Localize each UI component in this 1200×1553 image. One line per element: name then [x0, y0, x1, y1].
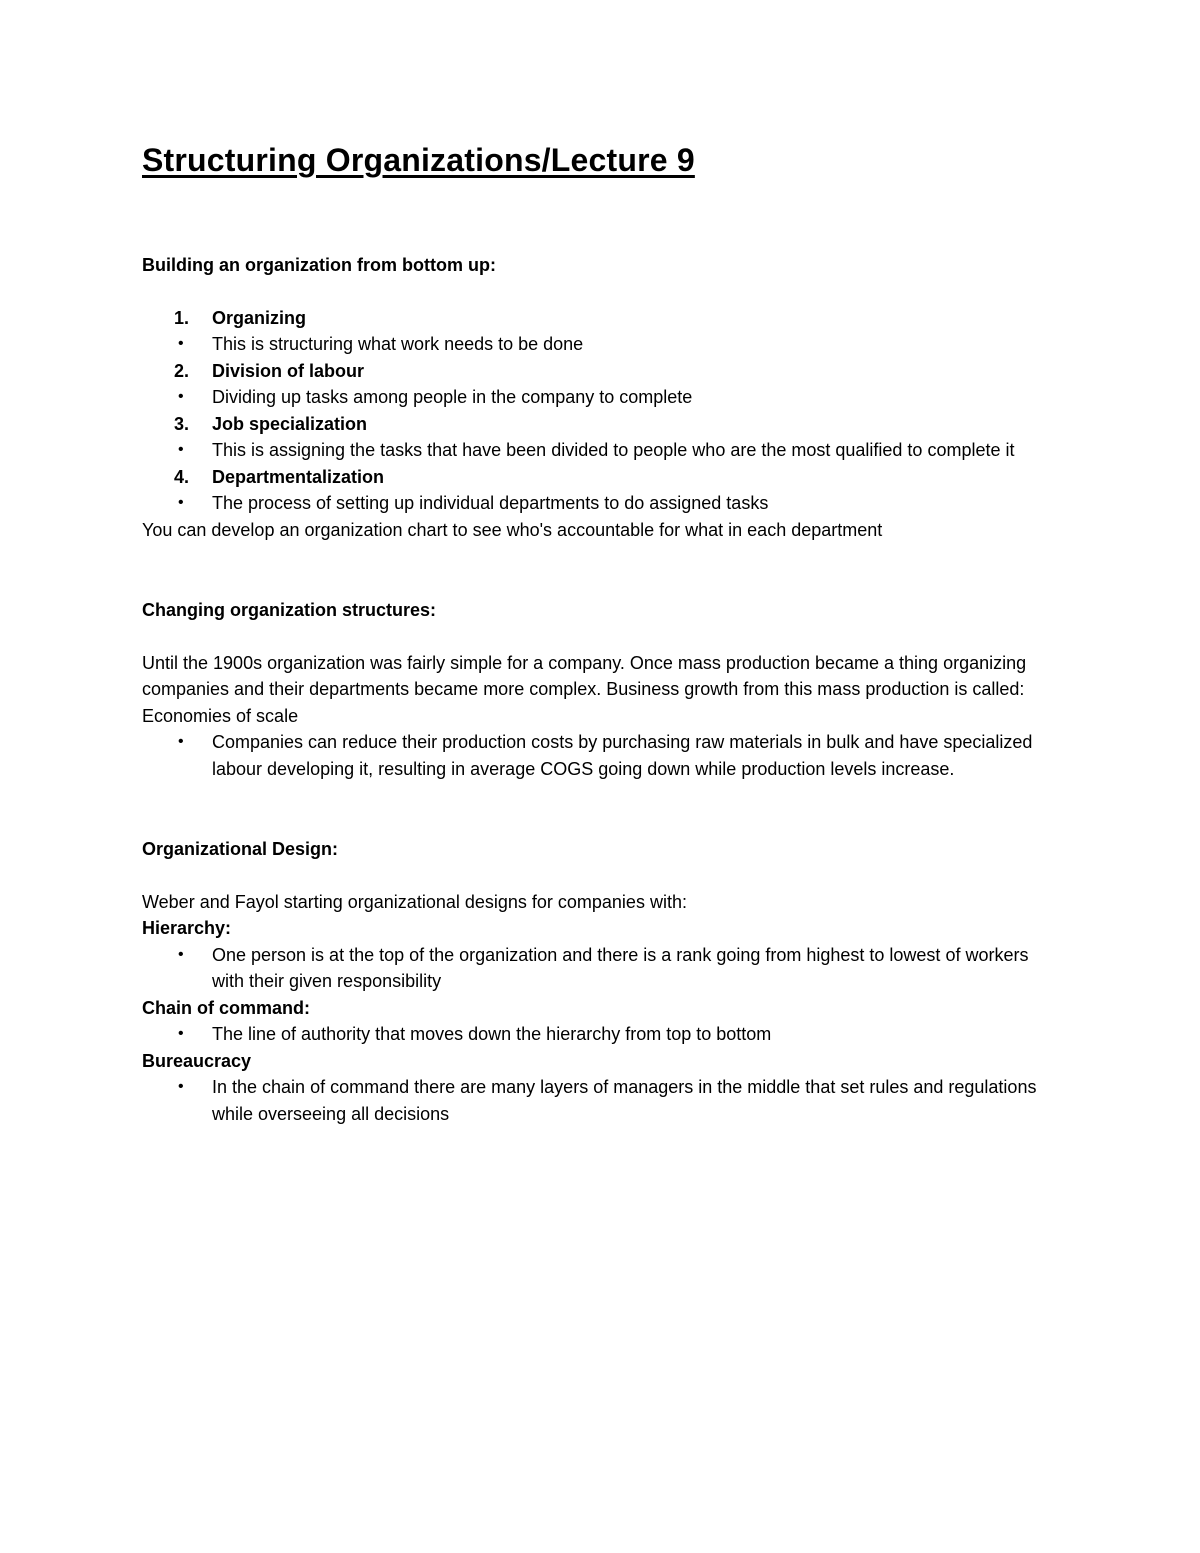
- document-body: [142, 140, 1062, 1127]
- paragraph: Until the 1900s organization was fairly simple for a company. Once mass production became a thing organizing companies and their departments became more complex. Business growth from this mass production is called:: [142, 652, 1027, 699]
- bullet-text: Dividing up tasks among people in the company to complete: [212, 387, 693, 407]
- bullet-item: [142, 331, 1062, 358]
- section-heading: Building an organization from bottom up:: [142, 255, 496, 275]
- bullet-icon: •: [178, 1078, 184, 1095]
- bullet-icon: •: [178, 945, 184, 963]
- bullet-icon: •: [178, 388, 184, 405]
- list-item-label: Job specialization: [212, 413, 368, 434]
- bullet-text: This is assigning the tasks that have been divided to people who are the most qualified to complete it: [212, 440, 1015, 460]
- list-item: [142, 305, 1062, 332]
- bullet-text: The process of setting up individual departments to do assigned tasks: [212, 493, 769, 513]
- list-item-label: Departmentalization: [212, 466, 385, 487]
- bullet-icon: •: [178, 494, 184, 511]
- bullet-icon: •: [178, 441, 184, 458]
- bullet-text: Companies can reduce their production costs by purchasing raw materials in bulk and have specialized labour developing it, resulting in average COGS going down while production levels increase.: [212, 732, 1033, 779]
- section-heading: Changing organization structures:: [142, 600, 437, 620]
- bullet-text: This is structuring what work needs to be done: [212, 334, 584, 354]
- list-item-label: Division of labour: [212, 360, 365, 381]
- bullet-text: In the chain of command there are many layers of managers in the middle that set rules and regulations while overseeing all decisions: [212, 1077, 1037, 1124]
- bullet-item: [142, 729, 1062, 782]
- paragraph: Weber and Fayol starting organizational designs for companies with:: [142, 891, 687, 912]
- list-item: [142, 411, 1062, 438]
- list-number: 3.: [174, 413, 190, 434]
- section-heading: Organizational Design:: [142, 839, 339, 859]
- list-item: [142, 358, 1062, 385]
- bullet-icon: •: [178, 733, 184, 750]
- bullet-item: [142, 490, 1062, 517]
- bullet-text: The line of authority that moves down the hierarchy from top to bottom: [212, 1024, 772, 1044]
- bullet-item: [142, 437, 1062, 464]
- list-item: [142, 464, 1062, 491]
- bullet-text: One person is at the top of the organization and there is a rank going from highest to lowest of workers with their given responsibility: [212, 944, 1029, 991]
- list-number: 1.: [174, 307, 190, 328]
- section-footer-text: You can develop an organization chart to see who's accountable for what in each department: [142, 519, 883, 540]
- term-label: Chain of command:: [142, 997, 311, 1018]
- term-label: Economies of scale: [142, 705, 299, 726]
- bullet-item: [142, 1074, 1062, 1127]
- term-label: Hierarchy:: [142, 918, 232, 938]
- bullet-icon: •: [178, 335, 184, 352]
- bullet-item: [142, 942, 1062, 995]
- bullet-item: [142, 1021, 1062, 1048]
- page-title: Structuring Organizations/Lecture 9: [142, 142, 695, 178]
- bullet-icon: •: [178, 1025, 184, 1042]
- list-number: 4.: [174, 466, 190, 487]
- term-label: Bureaucracy: [142, 1050, 252, 1071]
- list-number: 2.: [174, 360, 190, 381]
- list-item-label: Organizing: [212, 307, 306, 328]
- bullet-item: [142, 384, 1062, 411]
